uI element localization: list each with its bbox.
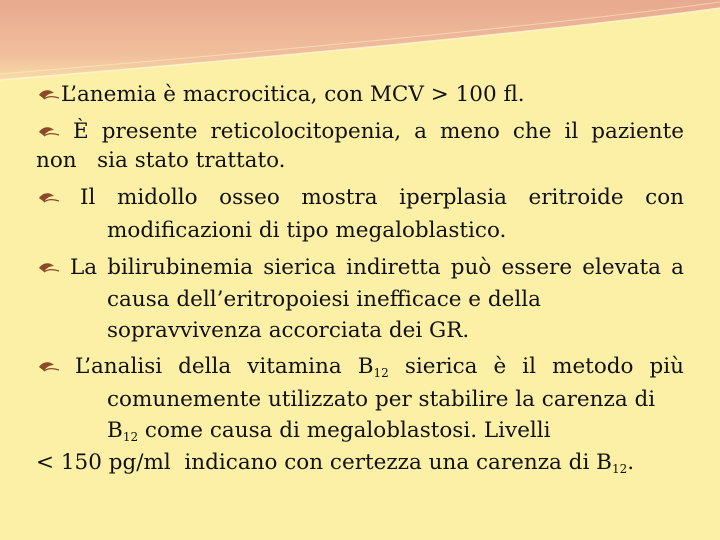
bullet-5-line-4-part-a: < 150 pg/ml indicano con certezza una carenza di B [36,450,612,475]
leaf-flourish-icon [38,88,60,102]
leaf-flourish-icon [38,261,60,275]
bullet-2-line-2: non sia stato trattato. [36,148,286,173]
bullet-3-line-1: Il midollo osseo mostra iperplasia eritroide con [80,185,684,210]
bullet-5-line-4 [36,450,634,476]
bullet-5-subscript: 12 [373,366,389,380]
bullet-5-line-1 [75,354,684,380]
bullet-1-text: L’anemia è macrocitica, con MCV > 100 fl. [61,82,525,107]
bullet-5-line-1-part-b: sierica è il metodo più [388,354,684,379]
bullet-4-line-1: La bilirubinemia sierica indiretta può essere elevata a [70,255,684,280]
leaf-flourish-icon [38,125,60,139]
bullet-3-line-2: modificazioni di tipo megaloblastico. [107,218,507,243]
bullet-5-subscript: 12 [122,430,139,444]
leaf-flourish-icon [38,191,60,205]
bullet-5-line-3 [107,418,551,444]
leaf-flourish-icon [38,360,60,374]
bullet-4-line-2: causa dell’eritropoiesi inefficace e della [107,287,541,312]
bullet-4-line-3: sopravvivenza accorciata dei GR. [107,318,470,343]
bullet-5-line-3-part-b: come causa di megaloblastosi. Livelli [138,418,551,443]
bullet-5-line-2: comunemente utilizzato per stabilire la carenza di [107,387,656,412]
bullet-5-line-4-part-b: . [627,450,635,475]
bullet-5-line-3-part-a: B [107,418,123,443]
bullet-5-line-1-part-a: L’analisi della vitamina B [75,354,374,379]
bullet-2-line-1: È presente reticolocitopenia, a meno che il paziente [73,119,684,144]
bullet-5-subscript: 12 [611,462,628,476]
